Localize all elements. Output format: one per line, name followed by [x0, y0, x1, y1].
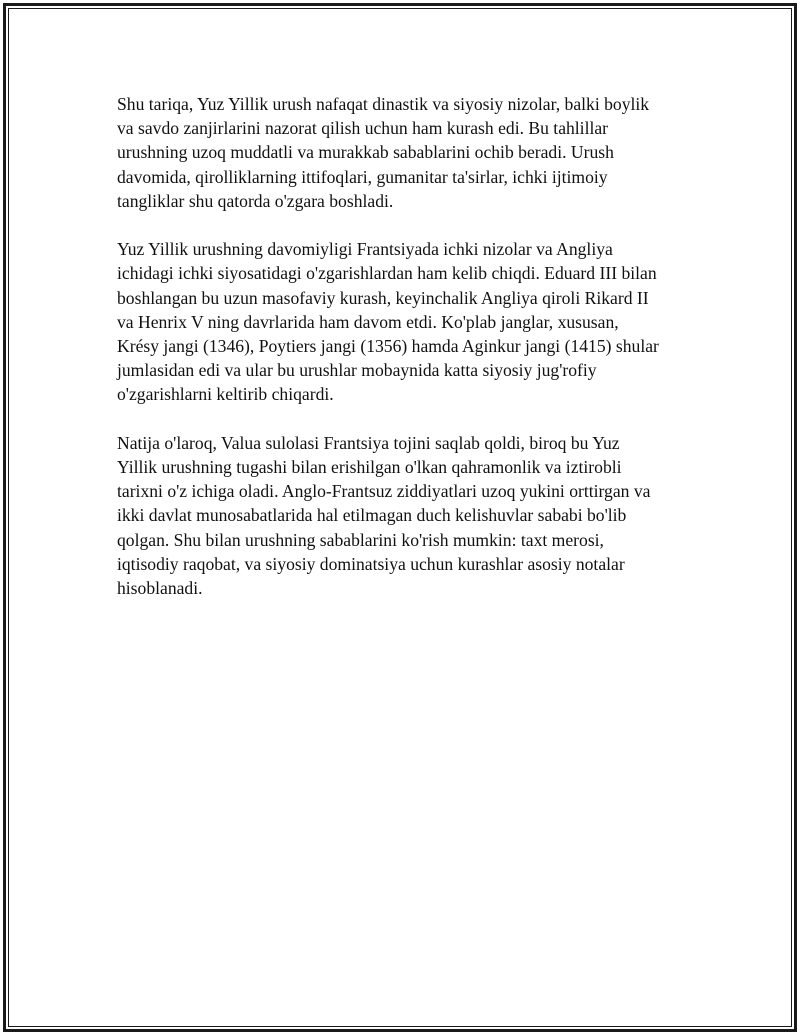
paragraph-3-line: hisoblanadi. — [117, 578, 203, 599]
paragraph-2-line: Krésy jangi (1346), Poytiers jangi (1356) hamda Aginkur jangi (1415) shular — [117, 336, 659, 357]
paragraph-1-line: davomida, qirolliklarning ittifoqlari, gumanitar ta'sirlar, ichki ijtimoiy — [117, 166, 608, 187]
paragraph-2 — [117, 237, 707, 406]
paragraph-2-line: va Henrix V ning davrlarida ham davom etdi. Ko'plab janglar, xususan, — [117, 311, 619, 332]
paragraph-3-line: Natija o'laroq, Valua sulolasi Frantsiya tojini saqlab qoldi, biroq bu Yuz — [117, 432, 620, 453]
paragraph-1 — [117, 92, 707, 213]
paragraph-3-line: Yillik urushning tugashi bilan erishilgan o'lkan qahramonlik va iztirobli — [117, 457, 622, 478]
paragraph-2-line: Yuz Yillik urushning davomiyligi Frantsiyada ichki nizolar va Angliya — [117, 239, 613, 260]
paragraph-3 — [117, 431, 707, 600]
paragraph-1-line: tangliklar shu qatorda o'zgara boshladi. — [117, 190, 394, 211]
paragraph-2-line: ichidagi ichki siyosatidagi o'zgarishlardan ham kelib chiqdi. Eduard III bilan — [117, 263, 657, 284]
paragraph-3-line: iqtisodiy raqobat, va siyosiy dominatsiya uchun kurashlar asosiy notalar — [117, 553, 625, 574]
paragraph-2-line: o'zgarishlarni keltirib chiqardi. — [117, 384, 334, 405]
paragraph-1-line: Shu tariqa, Yuz Yillik urush nafaqat dinastik va siyosiy nizolar, balki boylik — [117, 94, 650, 114]
paragraph-1-line: urushning uzoq muddatli va murakkab sabablarini ochib beradi. Urush — [117, 142, 614, 163]
paragraph-3-line: tarixni o'z ichiga oladi. Anglo-Frantsuz ziddiyatlari uzoq yukini orttirgan va — [117, 481, 651, 502]
paragraph-2-line: jumlasidan edi va ular bu urushlar mobaynida katta siyosiy jug'rofiy — [117, 360, 597, 381]
paragraph-3-line: qolgan. Shu bilan urushning sabablarini ko'rish mumkin: taxt merosi, — [117, 529, 604, 550]
document-body — [117, 92, 707, 624]
paragraph-1-line: va savdo zanjirlarini nazorat qilish uchun ham kurash edi. Bu tahlillar — [117, 118, 609, 139]
paragraph-3-line: ikki davlat munosabatlarida hal etilmagan duch kelishuvlar sababi bo'lib — [117, 505, 627, 526]
paragraph-2-line: boshlangan bu uzun masofaviy kurash, keyinchalik Angliya qiroli Rikard II — [117, 287, 649, 308]
